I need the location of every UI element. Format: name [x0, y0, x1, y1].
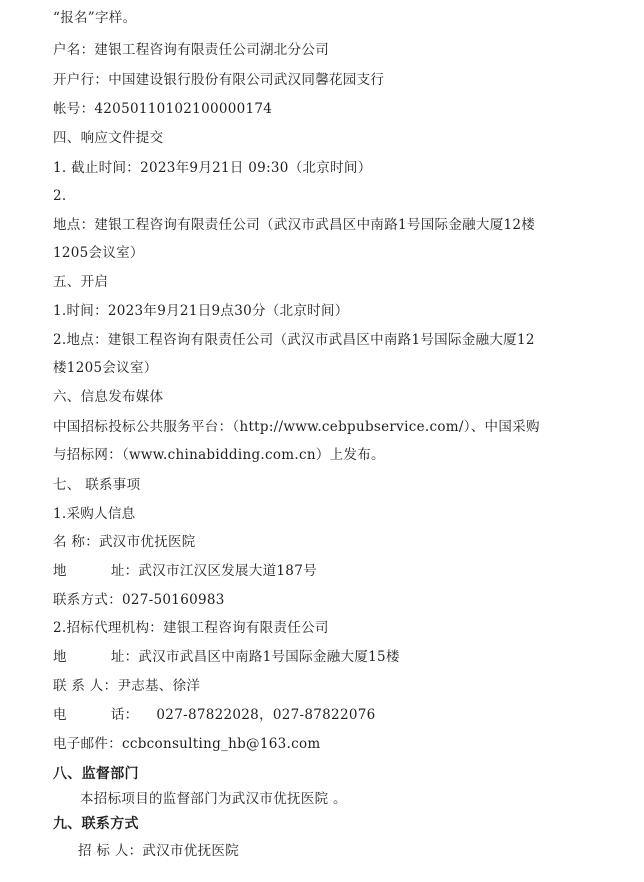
field-value: 027-87822028，027-87822076: [156, 707, 376, 723]
section-heading-opening: 五、开启: [53, 274, 109, 290]
field-label: 地: [53, 649, 67, 665]
field-value: 尹志基、徐洋: [117, 678, 201, 694]
agency-phone-line: [53, 706, 376, 724]
location-line-continued: 1205会议室）: [53, 245, 144, 261]
opening-location-line: 2.地点：建银工程咨询有限责任公司（武汉市武昌区中南路1号国际金融大厦12: [53, 332, 535, 348]
bank-line: 开户行：中国建设银行股份有限公司武汉同馨花园支行: [53, 72, 385, 88]
field-value: 武汉市优抚医院: [99, 534, 196, 550]
field-label: 话：: [110, 707, 139, 723]
field-label: 址：: [110, 563, 139, 579]
field-label: 招 标 人：: [78, 843, 143, 859]
field-label: 名 称：: [53, 534, 99, 550]
item-number-line: 2.: [53, 188, 67, 204]
media-line-continued: 与招标网：（www.chinabidding.com.cn）上发布。: [53, 447, 385, 463]
agency-line: 2.招标代理机构：建银工程咨询有限责任公司: [53, 620, 329, 636]
section-heading-supervision: 八、监督部门: [53, 766, 139, 782]
section-heading-media: 六、信息发布媒体: [53, 389, 164, 405]
tenderer-line: [78, 842, 239, 860]
section-heading-contact-methods: 九、联系方式: [53, 816, 139, 832]
agency-address-line: [53, 648, 400, 666]
field-value: 武汉市武昌区中南路1号国际金融大厦15楼: [138, 649, 400, 665]
deadline-line: 1. 截止时间：2023年9月21日 09:30（北京时间）: [53, 160, 372, 176]
agency-email-line: 电子邮件：ccbconsulting_hb@163.com: [53, 736, 321, 752]
field-label: 联 系 人：: [53, 678, 118, 694]
purchaser-info-heading: 1.采购人信息: [53, 506, 136, 522]
section-heading-contact: 七、 联系事项: [53, 477, 141, 493]
text-line: “报名”字样。: [53, 10, 137, 26]
field-label: 电: [53, 707, 67, 723]
field-label: 址：: [110, 649, 139, 665]
purchaser-name-line: [53, 533, 196, 551]
media-line: 中国招标投标公共服务平台：（http://www.cebpubservice.com/）、中国采购: [53, 419, 540, 435]
field-label: 地: [53, 563, 67, 579]
supervision-line: 本招标项目的监督部门为武汉市优抚医院 。: [80, 791, 347, 807]
field-value: 武汉市江汉区发展大道187号: [138, 563, 317, 579]
section-heading-response-submission: 四、响应文件提交: [53, 130, 164, 146]
purchaser-contact-line: 联系方式：027-50160983: [53, 592, 225, 608]
account-number-line: 帐号：42050110102100000174: [53, 101, 273, 117]
purchaser-address-line: [53, 562, 317, 580]
location-line: 地点：建银工程咨询有限责任公司（武汉市武昌区中南路1号国际金融大厦12楼: [53, 217, 536, 233]
agency-contact-person-line: [53, 677, 200, 695]
account-name-line: 户名：建银工程咨询有限责任公司湖北分公司: [53, 42, 329, 58]
opening-location-line-continued: 楼1205会议室）: [53, 360, 158, 376]
field-value: 武汉市优抚医院: [142, 843, 239, 859]
opening-time-line: 1.时间：2023年9月21日9点30分（北京时间）: [53, 303, 349, 319]
